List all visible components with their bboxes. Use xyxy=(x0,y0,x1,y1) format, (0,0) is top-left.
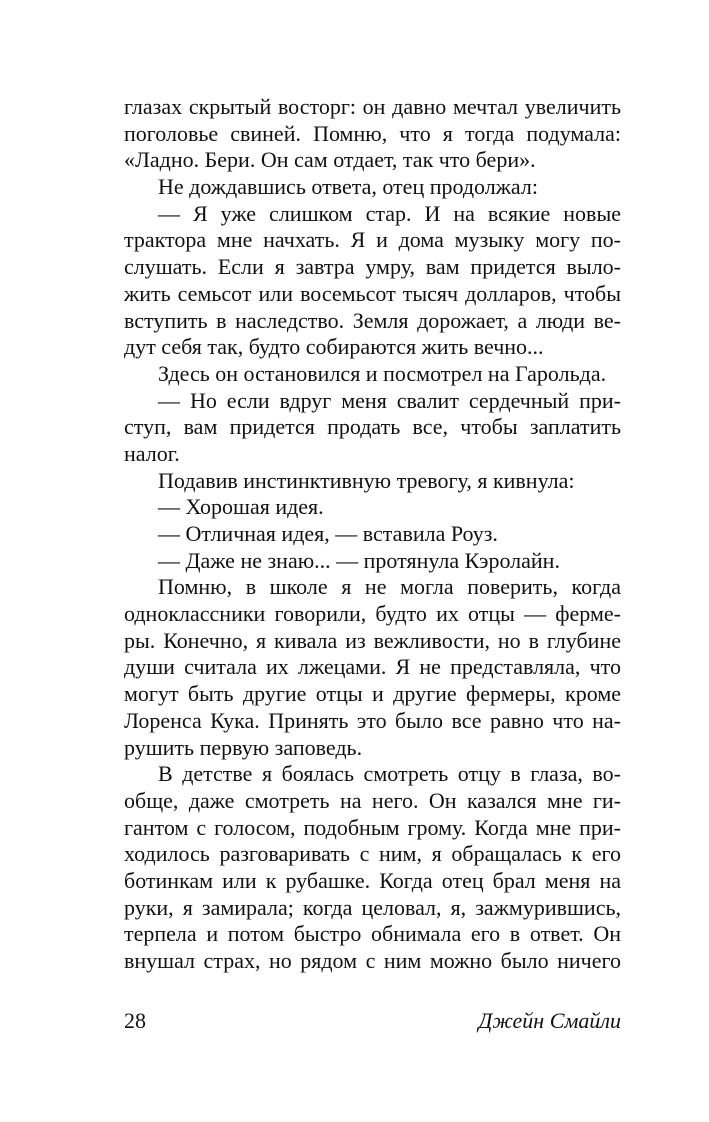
text-line: В детстве я боялась смотреть отцу в глаза, во- xyxy=(158,761,621,787)
text-line: вступить в наследство. Земля дорожает, а люди ве- xyxy=(124,307,621,333)
page-number: 28 xyxy=(124,1008,146,1033)
text-line: поголовье свиней. Помню, что я тогда подумала: xyxy=(124,120,621,146)
text-line: налог. xyxy=(124,440,180,466)
page-footer xyxy=(124,1006,621,1036)
text-line: ступ, вам придется продать все, чтобы заплатить xyxy=(124,414,621,440)
text-line: слушать. Если я завтра умру, вам придется выло- xyxy=(124,254,621,280)
text-line: руки, я замирала; когда целовал, я, зажмурившись, xyxy=(124,894,621,920)
text-line: «Ладно. Бери. Он сам отдает, так что бери». xyxy=(124,147,536,173)
text-line: души считала их лжецами. Я не представляла, что xyxy=(124,654,621,680)
text-line: Здесь он остановился и посмотрел на Гарольда. xyxy=(158,360,607,386)
text-line: — Я уже слишком стар. И на всякие новые xyxy=(158,200,621,226)
text-line: — Отличная идея, — вставила Роуз. xyxy=(158,521,498,546)
body-text xyxy=(124,94,621,975)
text-line: рушить первую заповедь. xyxy=(124,734,363,760)
text-line: одноклассники говорили, будто их отцы — ферме- xyxy=(124,601,621,627)
text-line: Не дождавшись ответа, отец продолжал: xyxy=(158,174,538,200)
running-title-author: Джейн Смайли xyxy=(478,1008,621,1033)
text-line: ходилось разговаривать с ним, я обращалась к его xyxy=(124,841,621,867)
text-line: Помню, в школе я не могла поверить, когда xyxy=(158,574,621,600)
text-line: ры. Конечно, я кивала из вежливости, но в глубине xyxy=(124,627,621,653)
text-line: ботинкам или к рубашке. Когда отец брал меня на xyxy=(124,867,621,893)
text-line: могут быть другие отцы и другие фермеры, кроме xyxy=(124,681,621,707)
text-line: обще, даже смотреть на него. Он казался мне ги- xyxy=(124,787,621,813)
text-line: жить семьсот или восемьсот тысяч долларов, чтобы xyxy=(124,280,621,306)
text-line: Подавив инстинктивную тревогу, я кивнула: xyxy=(158,467,575,493)
text-line: гантом с голосом, подобным грому. Когда мне при- xyxy=(124,814,621,840)
text-line: дут себя так, будто собираются жить вечно... xyxy=(124,334,544,360)
text-line: трактора мне начхать. Я и дома музыку могу по- xyxy=(124,227,621,253)
text-line: — Даже не знаю... — протянула Кэролайн. xyxy=(158,547,560,573)
text-line: терпела и потом быстро обнимала его в ответ. Он xyxy=(124,921,621,947)
text-line: — Но если вдруг меня свалит сердечный при- xyxy=(158,387,621,413)
text-line: — Хорошая идея. xyxy=(158,494,324,520)
text-line: глазах скрытый восторг: он давно мечтал увеличить xyxy=(124,94,621,119)
text-line: Лоренса Кука. Принять это было все равно что на- xyxy=(124,707,621,733)
text-line: внушал страх, но рядом с ним можно было ничего xyxy=(124,948,621,973)
